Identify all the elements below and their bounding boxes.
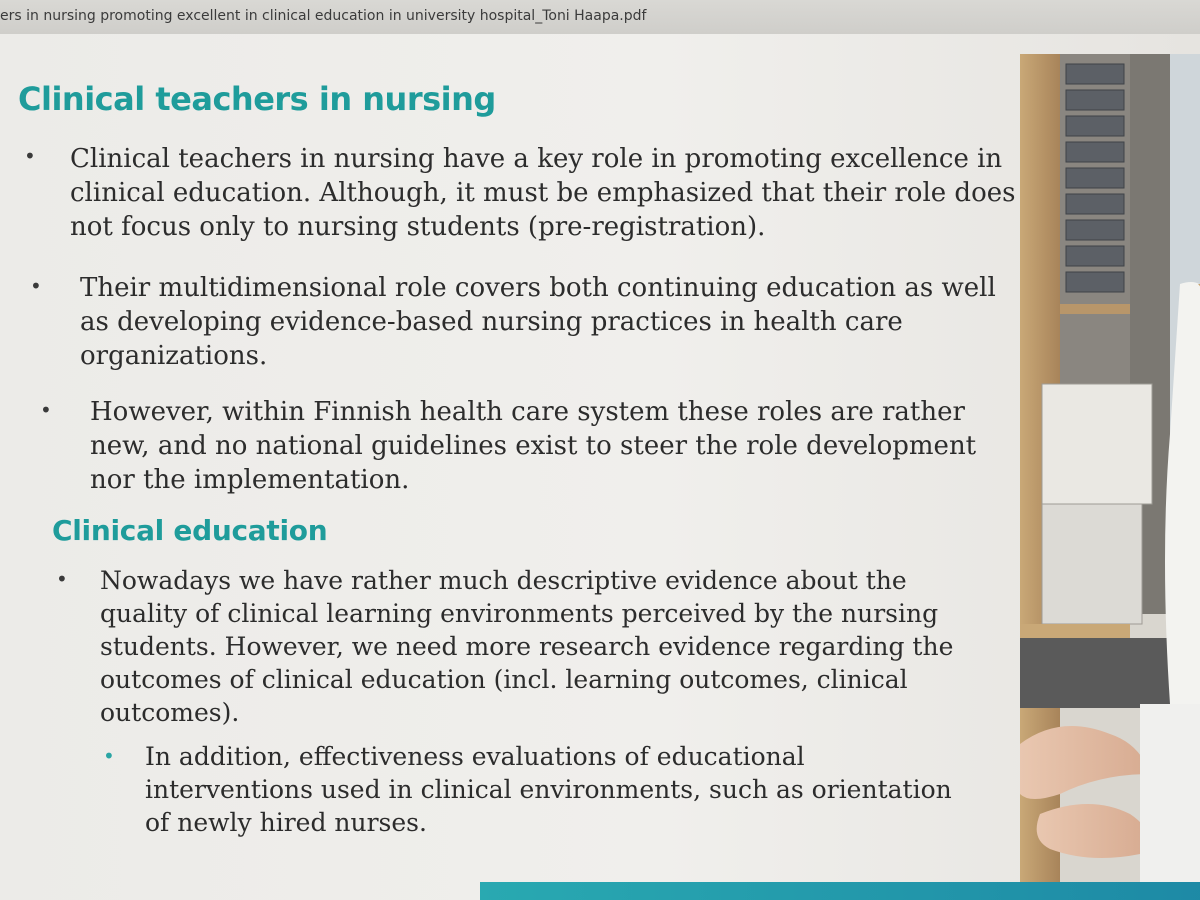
sub-bullet-text: In addition, effectiveness evaluations of educational interventions used in clinical environments, such as orientation of newly hired nurses. <box>145 742 952 837</box>
bullet-marker: • <box>56 567 68 591</box>
slide-accent-bar <box>480 882 1200 900</box>
bullet-marker: • <box>40 398 52 422</box>
bullet-text: Clinical teachers in nursing have a key role in promoting excellence in clinical education. Although, it must be emphasized that their role does not focus only to nursing students (pre-registration). <box>70 144 1016 242</box>
window-titlebar <box>0 0 1200 35</box>
heading-clinical-teachers: Clinical teachers in nursing <box>18 80 496 118</box>
bullet-marker: • <box>24 144 36 168</box>
bullet-marker: • <box>30 274 42 298</box>
heading-clinical-education: Clinical education <box>52 514 328 547</box>
bullet-text: Nowadays we have rather much descriptive evidence about the quality of clinical learning environments perceived by the nursing students. However, we need more research evidence regarding the outcomes of clinical education (incl. learning outcomes, clinical outcomes). <box>100 566 954 727</box>
nurse-photo-icon <box>1020 54 1200 900</box>
document-title: ers in nursing promoting excellent in clinical education in university hospital_Toni Haapa.pdf <box>0 8 647 24</box>
presentation-slide <box>0 34 1200 900</box>
bullet-text: However, within Finnish health care system these roles are rather new, and no national guidelines exist to steer the role development nor the implementation. <box>90 397 977 495</box>
sub-bullet-marker: • <box>103 744 115 768</box>
bullet-text: Their multidimensional role covers both continuing education as well as developing evidence-based nursing practices in health care organizations. <box>80 273 996 371</box>
